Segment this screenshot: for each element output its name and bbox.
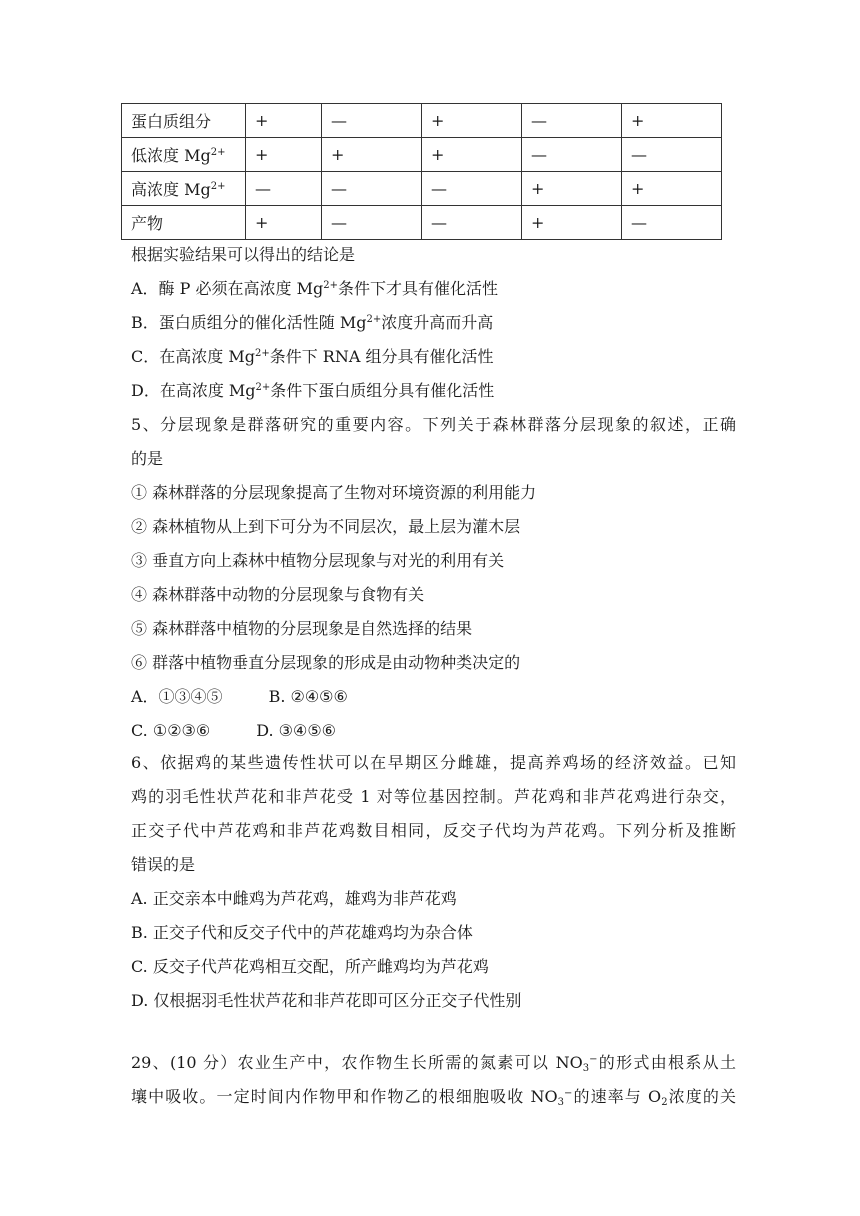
question-6-stem: 正交子代中芦花鸡和非芦花鸡数目相同，反交子代均为芦花鸡。下列分析及推断 <box>131 821 736 840</box>
statement-item: ⑤ 森林群落中植物的分层现象是自然选择的结果 <box>131 619 473 638</box>
question-6-block <box>131 746 736 1018</box>
table-cell: + <box>422 104 522 138</box>
row-label: 低浓度 $Mg^{2+}$ <box>122 138 246 172</box>
option-c: C．在高浓度 $Mg^{2+}$条件下 RNA 组分具有催化活性 <box>131 347 494 366</box>
question-5-stem-cont: 的是 <box>131 449 164 468</box>
options-row-ab: A．①③④⑤ B. ②④⑤⑥ <box>131 687 348 706</box>
question-5-stem: 5、分层现象是群落研究的重要内容。下列关于森林群落分层现象的叙述，正确 <box>131 415 736 434</box>
question-29-line: 29、(10 分）农业生产中，农作物生长所需的氮素可以 $NO_3^-$的形式由根系从土 <box>131 1053 736 1074</box>
table-cell: — <box>622 206 722 240</box>
option-b: B. 正交子代和反交子代中的芦花雄鸡均为杂合体 <box>131 923 473 942</box>
table-cell: + <box>622 104 722 138</box>
question-4-block <box>131 238 736 408</box>
table-cell: — <box>322 172 422 206</box>
option-c: C. 反交子代芦花鸡相互交配，所产雌鸡均为芦花鸡 <box>131 957 489 976</box>
question-6-stem: 6、依据鸡的某些遗传性状可以在早期区分雌雄，提高养鸡场的经济效益。已知 <box>131 753 736 772</box>
table-cell: + <box>246 104 322 138</box>
table-cell: — <box>422 172 522 206</box>
question-5-block <box>131 408 736 748</box>
statement-item: ④ 森林群落中动物的分层现象与食物有关 <box>131 585 425 604</box>
table-row <box>122 138 722 172</box>
question-29-block <box>131 1046 736 1114</box>
row-label: 产物 <box>122 206 246 240</box>
table-cell: + <box>522 172 622 206</box>
table-cell: + <box>622 172 722 206</box>
question-6-stem: 错误的是 <box>131 855 196 874</box>
options-row-cd: C. ①②③⑥ D. ③④⑤⑥ <box>131 721 337 740</box>
statement-item: ② 森林植物从上到下可分为不同层次，最上层为灌木层 <box>131 517 521 536</box>
option-d: D．在高浓度 $Mg^{2+}$条件下蛋白质组分具有催化活性 <box>131 381 495 400</box>
table-cell: + <box>322 138 422 172</box>
option-a: A. 正交亲本中雌鸡为芦花鸡，雄鸡为非芦花鸡 <box>131 889 457 908</box>
table-cell: + <box>422 138 522 172</box>
option-a: A．酶 P 必须在高浓度 $Mg^{2+}$条件下才具有催化活性 <box>131 279 498 298</box>
table-cell: — <box>522 138 622 172</box>
table-cell: — <box>322 206 422 240</box>
table-cell: + <box>246 138 322 172</box>
table-row <box>122 206 722 240</box>
row-label: 高浓度 $Mg^{2+}$ <box>122 172 246 206</box>
row-label: 蛋白质组分 <box>122 104 246 138</box>
table-cell: + <box>522 206 622 240</box>
question-4-stem: 根据实验结果可以得出的结论是 <box>131 245 356 264</box>
question-29-line: 壤中吸收。一定时间内作物甲和作物乙的根细胞吸收 $NO_3^-$的速率与 $O_2$浓度的关 <box>131 1087 736 1108</box>
table-cell: — <box>622 138 722 172</box>
option-d: D. 仅根据羽毛性状芦花和非芦花即可区分正交子代性别 <box>131 991 522 1010</box>
experiment-table <box>121 103 722 240</box>
table-cell: — <box>422 206 522 240</box>
option-b: B．蛋白质组分的催化活性随 $Mg^{2+}$浓度升高而升高 <box>131 313 494 332</box>
table-cell: + <box>246 206 322 240</box>
statement-item: ① 森林群落的分层现象提高了生物对环境资源的利用能力 <box>131 483 537 502</box>
statement-item: ⑥ 群落中植物垂直分层现象的形成是由动物种类决定的 <box>131 653 521 672</box>
table-cell: — <box>522 104 622 138</box>
question-6-stem: 鸡的羽毛性状芦花和非芦花受 1 对等位基因控制。芦花鸡和非芦花鸡进行杂交， <box>131 787 736 806</box>
table-row <box>122 172 722 206</box>
statement-item: ③ 垂直方向上森林中植物分层现象与对光的利用有关 <box>131 551 505 570</box>
table-row <box>122 104 722 138</box>
table-cell: — <box>246 172 322 206</box>
table-cell: — <box>322 104 422 138</box>
